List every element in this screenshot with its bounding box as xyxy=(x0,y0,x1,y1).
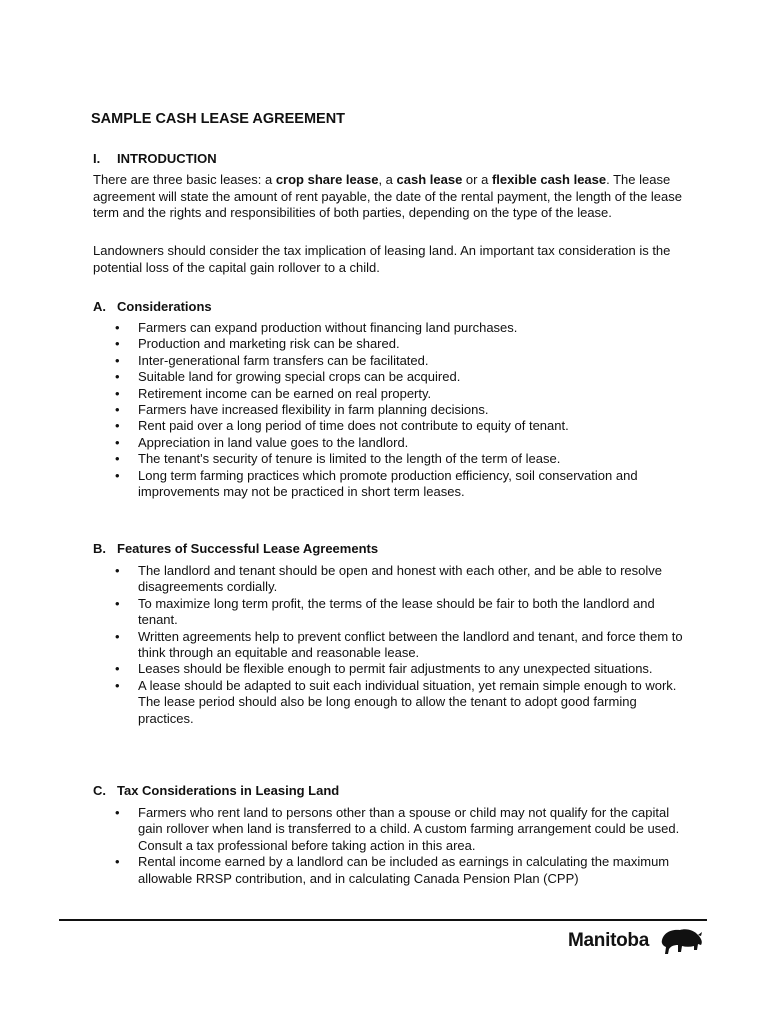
intro-heading xyxy=(93,151,217,166)
section-b-list xyxy=(93,563,693,727)
intro-number: I. xyxy=(93,151,101,166)
section-a-heading-text: Considerations xyxy=(117,299,212,314)
list-item: • Leases should be flexible enough to permit fair adjustments to any unexpected situations. xyxy=(93,661,693,677)
footer-rule xyxy=(59,919,707,921)
list-item: • Rental income earned by a landlord can be included as earnings in calculating the maximum allowable RRSP contribution, and in calculating Canada Pension Plan (CPP) xyxy=(93,854,693,887)
list-item: • Appreciation in land value goes to the landlord. xyxy=(93,435,693,451)
intro-paragraph-2: Landowners should consider the tax implication of leasing land. An important tax consideration is the potential loss of the capital gain rollover to a child. xyxy=(93,243,671,275)
list-item: • To maximize long term profit, the terms of the lease should be fair to both the landlord and tenant. xyxy=(93,596,693,629)
cash-lease-term: cash lease xyxy=(396,172,463,187)
list-item: • Suitable land for growing special crops can be acquired. xyxy=(93,369,693,385)
section-b-number: B. xyxy=(93,541,106,556)
section-b-heading-text: Features of Successful Lease Agreements xyxy=(117,541,379,556)
list-item: • A lease should be adapted to suit each individual situation, yet remain simple enough to work. The lease period should also be long enough to allow the tenant to adopt good farming practices. xyxy=(93,678,693,727)
list-item: • Written agreements help to prevent conflict between the landlord and tenant, and force them to think through an equitable and reasonable lease. xyxy=(93,629,693,662)
section-b-heading xyxy=(93,541,378,556)
intro-p1-text: . The lease agreement will state the amount of rent payable, the date of the rental payment, the length of the lease term and the rights and responsibilities of both parties, depending on the type of the lease. xyxy=(93,172,682,220)
list-item: • The tenant's security of tenure is limited to the length of the term of lease. xyxy=(93,451,693,467)
list-item: • Retirement income can be earned on real property. xyxy=(93,386,693,402)
section-c-number: C. xyxy=(93,783,106,798)
intro-p1-text: or a xyxy=(462,172,492,187)
intro-heading-text: INTRODUCTION xyxy=(117,151,217,166)
bison-icon xyxy=(660,926,704,956)
intro-p1-text: There are three basic leases: a xyxy=(93,172,276,187)
document-title: SAMPLE CASH LEASE AGREEMENT xyxy=(91,111,346,127)
list-item: • Production and marketing risk can be shared. xyxy=(93,336,693,352)
section-c-heading-text: Tax Considerations in Leasing Land xyxy=(117,783,340,798)
list-item: • Rent paid over a long period of time does not contribute to equity of tenant. xyxy=(93,418,693,434)
list-item: • Farmers can expand production without financing land purchases. xyxy=(93,320,693,336)
list-item: • Farmers have increased flexibility in farm planning decisions. xyxy=(93,402,693,418)
manitoba-logo xyxy=(568,924,708,960)
list-item: • The landlord and tenant should be open and honest with each other, and be able to resolve disagreements cordially. xyxy=(93,563,693,596)
flexible-cash-lease-term: flexible cash lease xyxy=(491,172,607,187)
crop-share-lease-term: crop share lease xyxy=(275,172,379,187)
logo-text: Manitoba xyxy=(568,930,649,951)
intro-paragraph-1 xyxy=(93,172,683,222)
intro-p1-text: , a xyxy=(378,172,397,187)
section-c-heading xyxy=(93,783,339,798)
section-a-list xyxy=(93,320,693,500)
list-item: • Inter-generational farm transfers can be facilitated. xyxy=(93,353,693,369)
list-item: • Long term farming practices which promote production efficiency, soil conservation and improvements may not be practiced in short term leases. xyxy=(93,468,693,501)
section-a-heading xyxy=(93,299,212,314)
list-item: • Farmers who rent land to persons other than a spouse or child may not qualify for the capital gain rollover when land is transferred to a child. A custom farming arrangement could be used. Consult a tax professional before taking action in this area. xyxy=(93,805,693,854)
section-c-list xyxy=(93,805,693,887)
section-a-number: A. xyxy=(93,299,106,314)
